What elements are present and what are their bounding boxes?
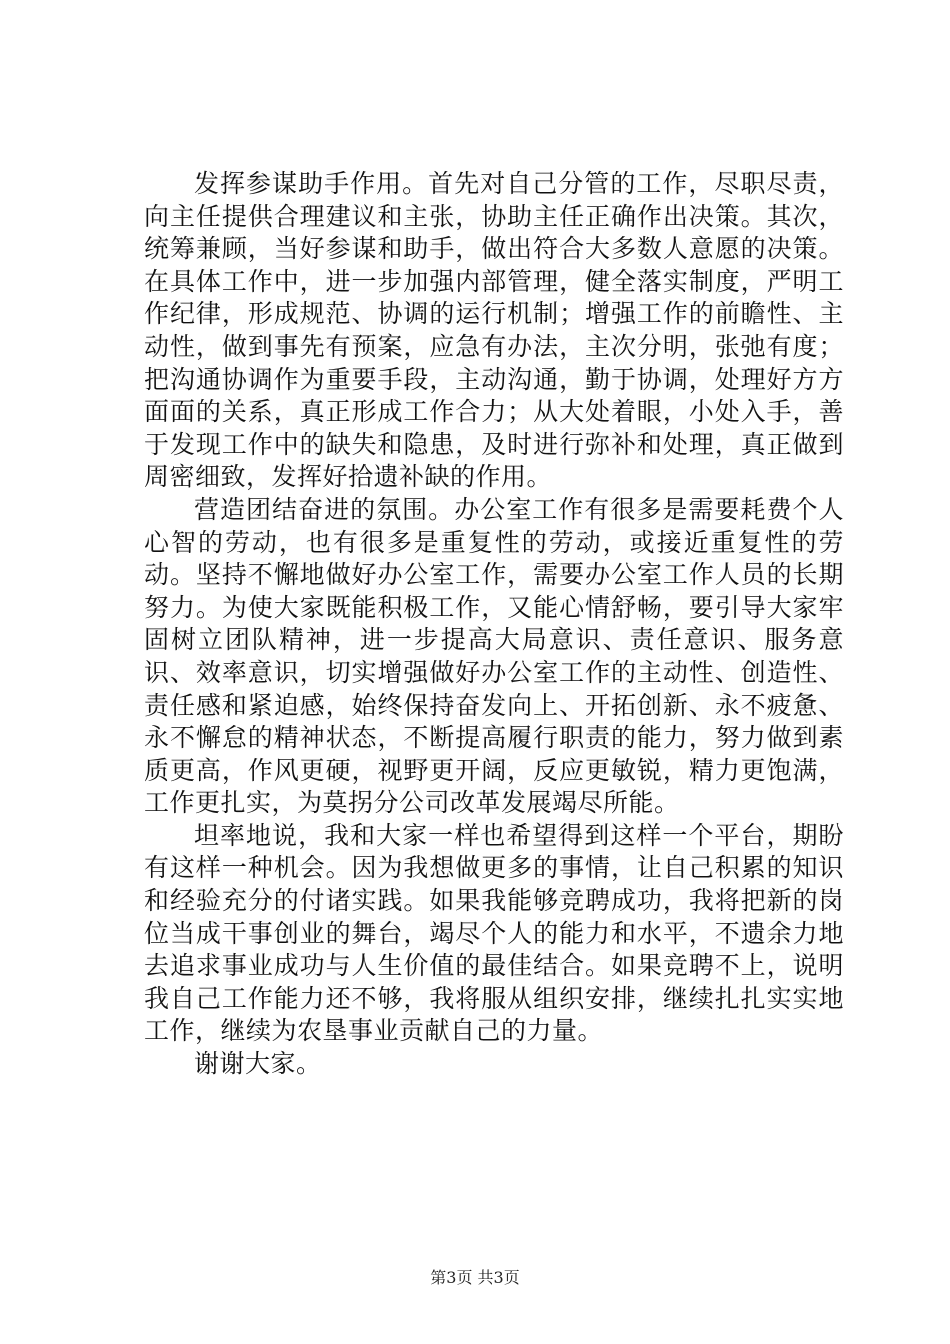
paragraph-personal-statement: 坦率地说，我和大家一样也希望得到这样一个平台，期盼有这样一种机会。因为我想做更多的事情，让自己积累的知识和经验充分的付诸实践。如果我能够竞聘成功，我将把新的岗位当成干事创业的舞台，竭尽个人的能力和水平，不遗余力地去追求事业成功与人生价值的最佳结合。如果竞聘不上，说明我自己工作能力还不够，我将服从组织安排，继续扎扎实实地工作，继续为农垦事业贡献自己的力量。 bbox=[144, 820, 844, 1046]
page-number-footer: 第3页 共3页 bbox=[430, 1268, 520, 1287]
paragraph-team-spirit: 营造团结奋进的氛围。办公室工作有很多是需要耗费个人心智的劳动，也有很多是重复性的劳动，或接近重复性的劳动。坚持不懈地做好办公室工作，需要办公室工作人员的长期努力。为使大家既能积极工作，又能心情舒畅，要引导大家牢固树立团队精神，进一步提高大局意识、责任意识、服务意识、效率意识，切实增强做好办公室工作的主动性、创造性、责任感和紧迫感，始终保持奋发向上、开拓创新、永不疲惫、永不懈怠的精神状态，不断提高履行职责的能力，努力做到素质更高，作风更硬，视野更开阔，反应更敏锐，精力更饱满，工作更扎实，为莫拐分公司改革发展竭尽所能。 bbox=[144, 494, 844, 818]
paragraph-thanks: 谢谢大家。 bbox=[194, 1049, 322, 1079]
paragraph-advisor-role: 发挥参谋助手作用。首先对自己分管的工作，尽职尽责，向主任提供合理建议和主张，协助主任正确作出决策。其次，统筹兼顾，当好参谋和助手，做出符合大多数人意愿的决策。在具体工作中，进一步加强内部管理，健全落实制度，严明工作纪律，形成规范、协调的运行机制；增强工作的前瞻性、主动性，做到事先有预案，应急有办法，主次分明，张弛有度；把沟通协调作为重要手段，主动沟通，勤于协调，处理好方方面面的关系，真正形成工作合力；从大处着眼，小处入手，善于发现工作中的缺失和隐患，及时进行弥补和处理，真正做到周密细致，发挥好拾遗补缺的作用。 bbox=[144, 169, 844, 492]
document-body bbox=[144, 168, 844, 1081]
